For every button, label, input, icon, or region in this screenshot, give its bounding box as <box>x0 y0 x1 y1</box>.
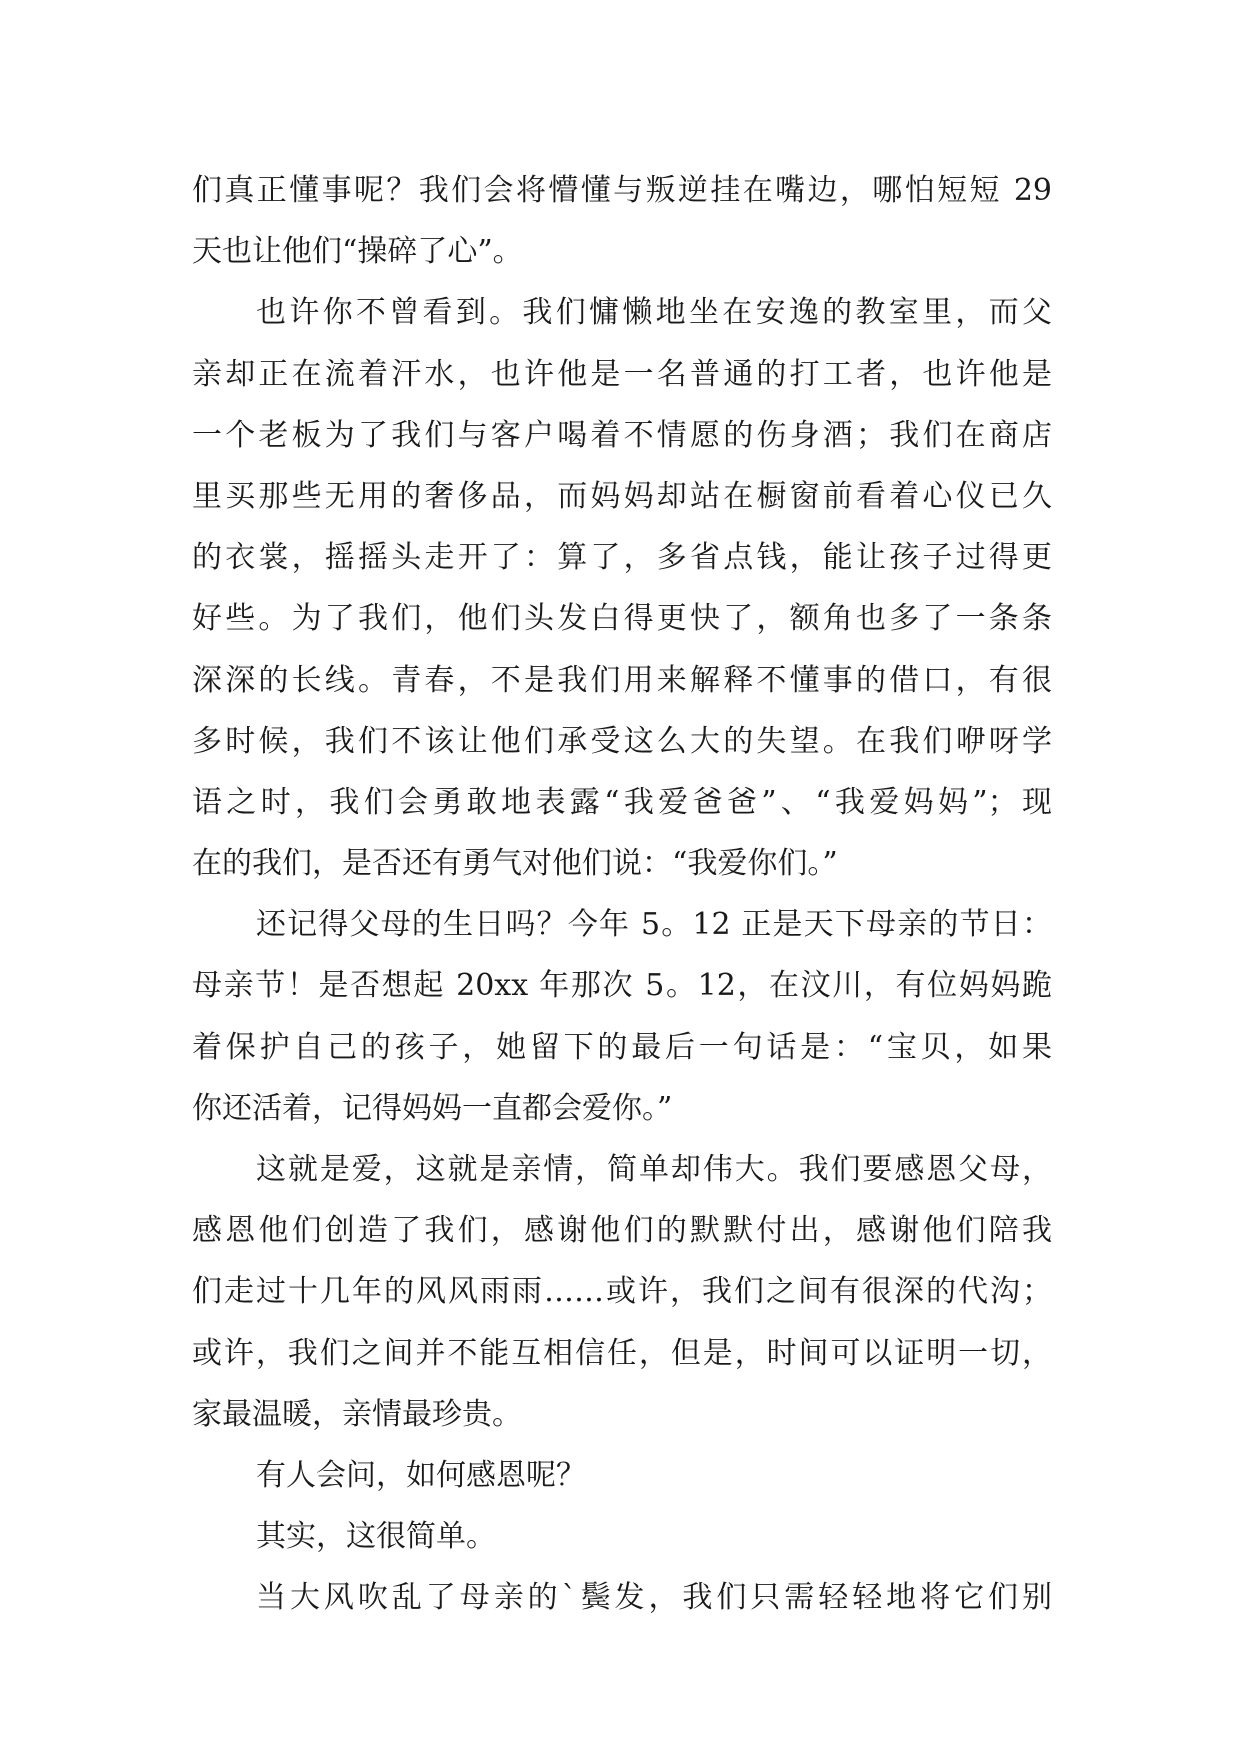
text-line: 或许，我们之间并不能互相信任，但是，时间可以证明一切， <box>192 1335 1052 1371</box>
text-line: 在的我们，是否还有勇气对他们说：“我爱你们。” <box>192 846 838 882</box>
text-line: 一个老板为了我们与客户喝着不情愿的伤身酒；我们在商店 <box>192 417 1052 453</box>
text-line: 天也让他们“操碎了心”。 <box>192 234 523 270</box>
paragraph-first-line: 也许你不曾看到。我们慵懒地坐在安逸的教室里，而父 <box>256 295 1052 331</box>
text-line: 亲却正在流着汗水，也许他是一名普通的打工者，也许他是 <box>192 356 1052 392</box>
text-line: 你还活着，记得妈妈一直都会爱你。” <box>192 1090 673 1126</box>
paragraph-first-line: 这就是爱，这就是亲情，简单却伟大。我们要感恩父母， <box>256 1152 1052 1187</box>
paragraph-first-line: 还记得父母的生日吗？今年 5。12 正是天下母亲的节日： <box>256 907 1052 943</box>
text-line: 的衣裳，摇摇头走开了：算了，多省点钱，能让孩子过得更 <box>192 540 1052 576</box>
text-line: 多时候，我们不该让他们承受这么大的失望。在我们咿呀学 <box>192 723 1052 759</box>
text-line: 们真正懂事呢？我们会将懵懂与叛逆挂在嘴边，哪怕短短 29 <box>192 173 1052 208</box>
text-line: 感恩他们创造了我们，感谢他们的默默付出，感谢他们陪我 <box>192 1213 1052 1249</box>
paragraph-first-line: 其实，这很简单。 <box>256 1519 496 1555</box>
text-line: 们走过十几年的风风雨雨……或许，我们之间有很深的代沟； <box>192 1274 1052 1310</box>
text-line: 母亲节！是否想起 20xx 年那次 5。12，在汶川，有位妈妈跪 <box>192 968 1052 1004</box>
paragraph-first-line: 当大风吹乱了母亲的`鬓发，我们只需轻轻地将它们别 <box>256 1580 1052 1616</box>
text-line: 深深的长线。青春，不是我们用来解释不懂事的借口，有很 <box>192 662 1052 698</box>
text-line: 里买那些无用的奢侈品，而妈妈却站在橱窗前看着心仪已久 <box>192 478 1052 514</box>
text-line: 家最温暖，亲情最珍贵。 <box>192 1396 522 1432</box>
text-line: 着保护自己的孩子，她留下的最后一句话是：“宝贝，如果 <box>192 1029 1052 1065</box>
body-text <box>192 160 1052 1629</box>
text-line: 好些。为了我们，他们头发白得更快了，额角也多了一条条 <box>192 601 1052 637</box>
paragraph-first-line: 有人会问，如何感恩呢？ <box>256 1457 586 1493</box>
text-line: 语之时，我们会勇敢地表露“我爱爸爸”、“我爱妈妈”；现 <box>192 784 1052 820</box>
